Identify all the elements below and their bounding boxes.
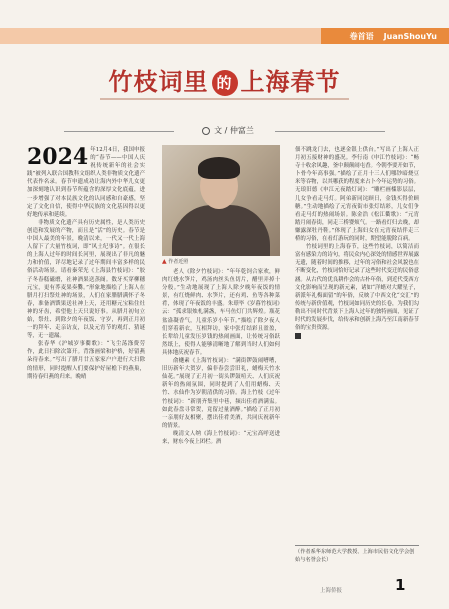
magazine-name: JuanShouYu bbox=[383, 31, 437, 41]
author-photo bbox=[162, 145, 280, 256]
text-column-1 bbox=[27, 146, 145, 381]
author-rule-right bbox=[275, 131, 385, 132]
author-name: 文 / 仲富兰 bbox=[214, 126, 254, 135]
photo-hair bbox=[198, 157, 240, 179]
paragraph: 张春华《沪城岁事衢歌》：“飞尘荡涤费劳作，此日扫除次第开。背涤画梁和护格，好留燕朵待春来。”写出了腊月廿五家家户户进行大扫除的情形，同时提醒人们要保护好屋檐下的燕巢，期待春归燕的归来。晚晴 bbox=[27, 341, 145, 380]
title-part2: 上海春节 bbox=[240, 68, 341, 96]
lead-year: 2024 bbox=[27, 144, 89, 170]
author-rule-left bbox=[64, 131, 174, 132]
title-underline bbox=[100, 98, 349, 100]
paragraph: 俞樾素《上海竹枝词》：“满街锣鼓闹嘈嘈，旧历新年大贺岁，偏非春尝尝旧礼，蜡梅天竹水仙花。”展现了正月初一街头锣鼓喧天、人们庆祝新年的热闹氛围，同时提到了人们用蜡梅、天竹、水仙作为岁朝清供的习俗。海上竹枝《过年竹枝词》：“新朋齐集里中巷，频出佳肴酒满盅。如此春盘寻常贺，竟留过量酒醉。”描绘了正月初一亲朋好友相聚，摆出佳肴美酒，共同庆祝新年的情景。 bbox=[162, 358, 280, 429]
paragraph: 非物质文化遗产具有历史属性，是人类历史创造和发展的产物，而且是“活”的历史。春节是中国人最美的年景，晚清以来，一代又一代上海人留下了大量竹枝词，即“风土纪事诗”。在很长的上海人过年的时间长河里，展现出了非凡的魅力和价值，详尽地记录了过年期间丰富多样的民俗活动场景。请看秦荣光《上海县竹枝词》：“胶子冬春糕磁磨，社神酒果送蒸阍。数牙买穿柳穗元宝，更有荞麦果奏爨。”形象地描绘了上海人在腊月打扫祭灶神的场景，人们在家腊腊满怀子冬春，准备酒馔果送社神上天，还用糖元宝粘住灶神的牙齿，希望他上天只说好事。从腊月初旬立始，祭灶、到除夕的年夜饭、守岁，再到正月初一的拜年、走亲访友，以及元宵节的观灯、猜谜等，无一遗漏。 bbox=[27, 219, 145, 340]
paragraph: 佃不跳龙门去，也逐金银上供台。”写出了上海人正月初五接财神的盛况。李行南《申江竹枝词》：“畅寺十收余风趣，釜中颠颠闹屯香。今朝李要开如节，卜骨今年高事强。”描绘了正月十三人们哪钞暗烧豆米等吞物，以其哪获的程度来占卜今年运势的习俗。无琅旧德《申江元夜踏灯词》：“雕栏画槛影层层，儿女争看走马灯。阿弟新同诧顾日，金钱买得价顾糖。”生动地描绘了元宵夜街市张灯结彩，儿女们争看走马灯的热闹场景。陈金浩《松江衢歌》：“元宵踏月闹春街，同走三桥婴烦气。一路看灯归去晚，却嫌露深牡丹鞋。”体现了上海妇女在元宵夜结伴走三桥的习俗，在看灯游玩的同时，期望能脱除百病。 bbox=[295, 147, 419, 243]
paragraph: 晚清文人纳《海上竹枝词》：“元宝高呼送进来，财东今夜上团栏。酒 bbox=[162, 430, 280, 445]
author-line bbox=[178, 125, 278, 136]
text-column-3 bbox=[295, 146, 419, 340]
footer-logo: 上海侨报 bbox=[320, 588, 343, 594]
end-mark-icon bbox=[295, 333, 301, 339]
page-number: 1 bbox=[395, 576, 406, 594]
column-header bbox=[321, 28, 449, 44]
column-name: 卷首语 bbox=[349, 31, 374, 41]
photo-caption bbox=[162, 258, 280, 265]
author-circle-icon bbox=[202, 127, 210, 135]
caption-text: 作者近照 bbox=[168, 259, 189, 265]
paragraph: 老人《除夕竹枝词》：“年年乾饲合家欢，鲜肉红烧水笋片，鸡汤肉丝头鱼切片，醋里弄掉十分般。”生动地展现了上海人除夕晚年夜饭的情景，有红烧鲜肉、水笋片，还有鸡、鱼等各种菜肴，体现了年夜饭的丰盛。朱璟毕《岁暮竹枝词》云：“孤求银烛札满盏，车马鱼灯门共辉煌。瓶花盆盎凝香气，儿童乐岁小年节。”描绘了除夕夜人们穿着新衣，互相拜访，家中张灯结彩且盈盈，长辈给儿童发压岁钱的热闹画面，让传统习俗跃然纸上，使得人能够清晰地了解到当时人们如何具体地庆祝春节。 bbox=[162, 269, 280, 356]
title-circle: 的 bbox=[212, 70, 238, 96]
photo-body bbox=[172, 205, 270, 256]
title-part1: 竹枝词里 bbox=[108, 68, 209, 96]
article-title bbox=[0, 62, 449, 97]
paragraph: 竹枝词里的上海春节，这些竹枝词，以简洁而富有感染力的诗句，将民众内心深处的情感世界展露无遗，随着时间的推移，过年的习俗和社会风貌也在不断变化，竹枝词恰好记录了这些时代变迁的民俗意涵。从古代的优良耕作会的古朴年俗，到近代受西方文化影响而呈现的新元素，诸如“洋蜡对大耀星子，新派年礼梅面留”的年俗，反映了中西文化“交汇”的传统与新价值观，竹枝词如同历史的长卷，为我们勾勒出不同时代背景下上海人过年的独特画面，见证了时代的发展步伐，给传承和创新上海乃至江南新春节俗的宝贵资源。 bbox=[295, 244, 419, 332]
paragraph: 年12月4日，我国申报的“春节——中国人庆祝传统新年的社会实践”被列入联合国教科文组织人类非物质文化遗产代表作名录。春节申遗成功让海内外中华儿女更加深刻地认识到春节所蕴含的深厚文化底蕴，进一步增强了对本民族文化的认同感和自豪感，坚定了文化自信，使得中华民族的文化基因得以更好地传承和延续。 bbox=[27, 147, 145, 218]
text-column-2 bbox=[162, 268, 280, 446]
author-note: （作者系华东师范大学教授、上海市民俗文化学会创始与名誉会长） bbox=[295, 545, 419, 564]
caption-triangle-icon: ▲ bbox=[162, 258, 167, 265]
